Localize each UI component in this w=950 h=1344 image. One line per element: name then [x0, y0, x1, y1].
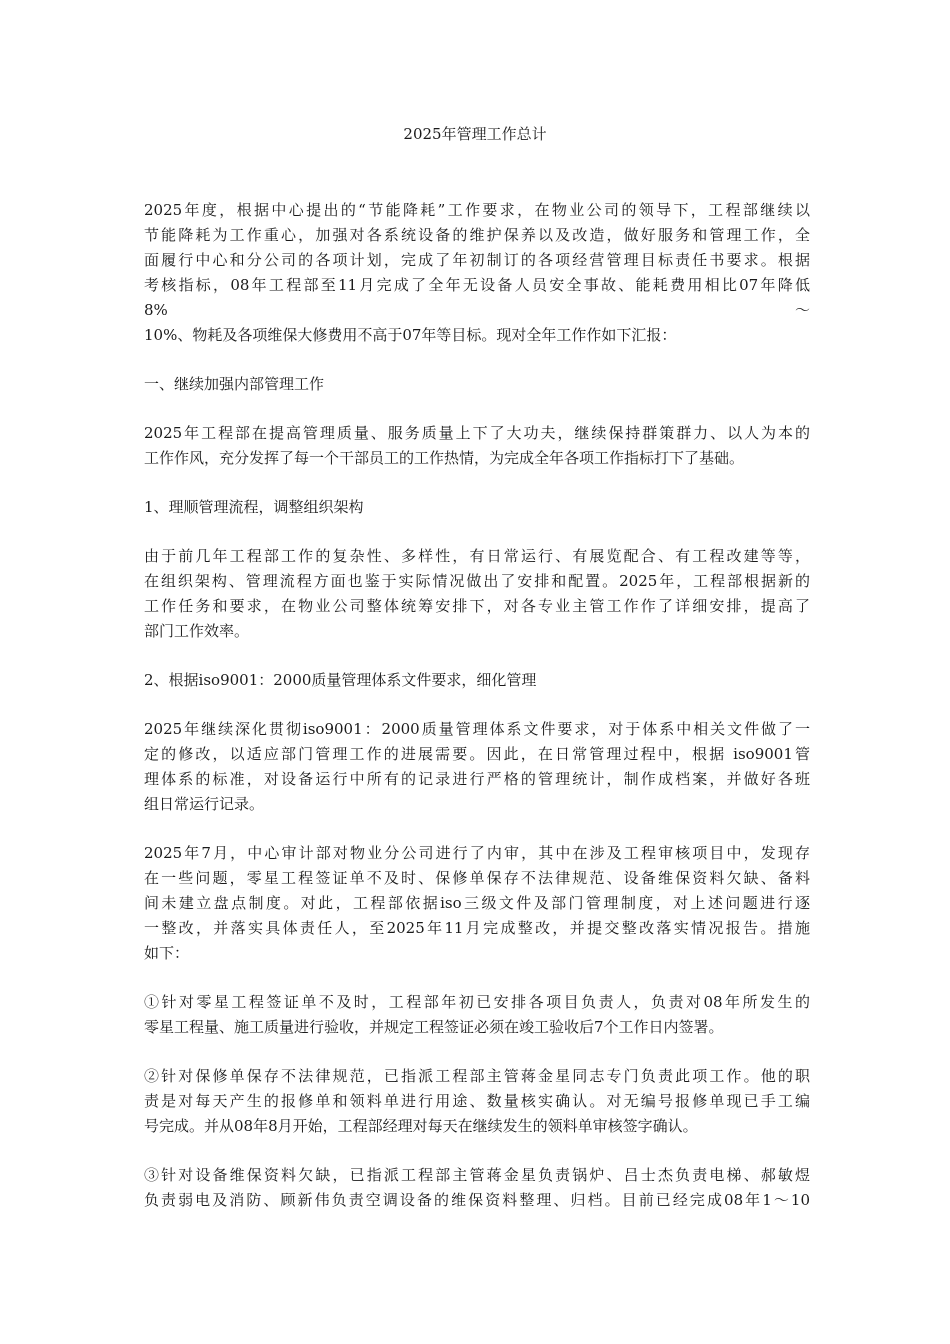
paragraph	[144, 990, 810, 1040]
paragraph-line: 在组织架构、管理流程方面也鉴于实际情况做出了安排和配置。2025年，工程部根据新的	[144, 572, 810, 590]
paragraph-line: 2025年7月，中心审计部对物业分公司进行了内审，其中在涉及工程审核项目中，发现存	[144, 844, 810, 862]
paragraph-line: 一整改，并落实具体责任人，至2025年11月完成整改，并提交整改落实情况报告。措施	[144, 919, 810, 937]
paragraph-line: 由于前几年工程部工作的复杂性、多样性，有日常运行、有展览配合、有工程改建等等，	[144, 547, 810, 565]
paragraph-line: 考核指标，08年工程部至11月完成了全年无设备人员安全事故、能耗费用相比07年降低	[144, 276, 810, 294]
paragraph	[144, 544, 810, 644]
document-title: 2025年管理工作总计	[403, 125, 547, 143]
paragraph-line: 2025年度，根据中心提出的“节能降耗”工作要求，在物业公司的领导下，工程部继续以	[144, 201, 810, 219]
paragraph-line: 定的修改，以适应部门管理工作的进展需要。因此，在日常管理过程中，根据 iso9001管	[144, 745, 810, 763]
paragraph-line: 间未建立盘点制度。对此，工程部依据iso三级文件及部门管理制度，对上述问题进行逐	[144, 894, 810, 912]
paragraph	[144, 668, 810, 693]
paragraph-line: 8%～	[144, 301, 810, 319]
paragraph-line: 2025年继续深化贯彻iso9001：2000质量管理体系文件要求，对于体系中相关文件做了一	[144, 720, 810, 738]
paragraph-line: 2、根据iso9001：2000质量管理体系文件要求，细化管理	[144, 671, 537, 689]
paragraph-line: 10%、物耗及各项维保大修费用不高于07年等目标。现对全年工作作如下汇报：	[144, 326, 677, 344]
paragraph-line: ②针对保修单保存不法律规范，已指派工程部主管蒋金星同志专门负责此项工作。他的职	[144, 1067, 810, 1085]
paragraph-line: 责是对每天产生的报修单和领料单进行用途、数量核实确认。对无编号报修单现已手工编	[144, 1092, 810, 1110]
paragraph	[144, 1163, 810, 1213]
paragraph-line: 负责弱电及消防、顾新伟负责空调设备的维保资料整理、归档。目前已经完成08年1～10	[144, 1191, 810, 1209]
paragraph	[144, 495, 810, 520]
paragraph-line: 零星工程量、施工质量进行验收，并规定工程签证必须在竣工验收后7个工作日内签署。	[144, 1018, 724, 1036]
paragraph-line: ③针对设备维保资料欠缺，已指派工程部主管蒋金星负责锅炉、吕士杰负责电梯、郝敏煜	[144, 1166, 810, 1184]
paragraph	[144, 198, 810, 348]
paragraph	[144, 1064, 810, 1139]
paragraph-line: 面履行中心和分公司的各项计划，完成了年初制订的各项经营管理目标责任书要求。根据	[144, 251, 810, 269]
paragraph-line: 1、理顺管理流程，调整组织架构	[144, 498, 364, 516]
document-body	[144, 198, 810, 1237]
paragraph-line: 如下：	[144, 944, 190, 962]
paragraph	[144, 841, 810, 966]
paragraph-line: 一、继续加强内部管理工作	[144, 375, 325, 393]
paragraph-line: 节能降耗为工作重心，加强对各系统设备的维护保养以及改造，做好服务和管理工作，全	[144, 226, 810, 244]
paragraph-line: 部门工作效率。	[144, 622, 250, 640]
paragraph	[144, 717, 810, 817]
paragraph	[144, 421, 810, 471]
paragraph	[144, 372, 810, 397]
paragraph-line: 组日常运行记录。	[144, 795, 265, 813]
paragraph-line: 工作任务和要求，在物业公司整体统筹安排下，对各专业主管工作作了详细安排，提高了	[144, 597, 810, 615]
paragraph-line: 在一些问题，零星工程签证单不及时、保修单保存不法律规范、设备维保资料欠缺、备料	[144, 869, 810, 887]
paragraph-line: 2025年工程部在提高管理质量、服务质量上下了大功夫，继续保持群策群力、以人为本的	[144, 424, 810, 442]
paragraph-line: ①针对零星工程签证单不及时，工程部年初已安排各项目负责人，负责对08年所发生的	[144, 993, 810, 1011]
paragraph-line: 工作作风，充分发挥了每一个干部员工的工作热情，为完成全年各项工作指标打下了基础。	[144, 449, 745, 467]
paragraph-line: 号完成。并从08年8月开始，工程部经理对每天在继续发生的领料单审核签字确认。	[144, 1117, 698, 1135]
paragraph-line: 理体系的标准，对设备运行中所有的记录进行严格的管理统计，制作成档案，并做好各班	[144, 770, 810, 788]
